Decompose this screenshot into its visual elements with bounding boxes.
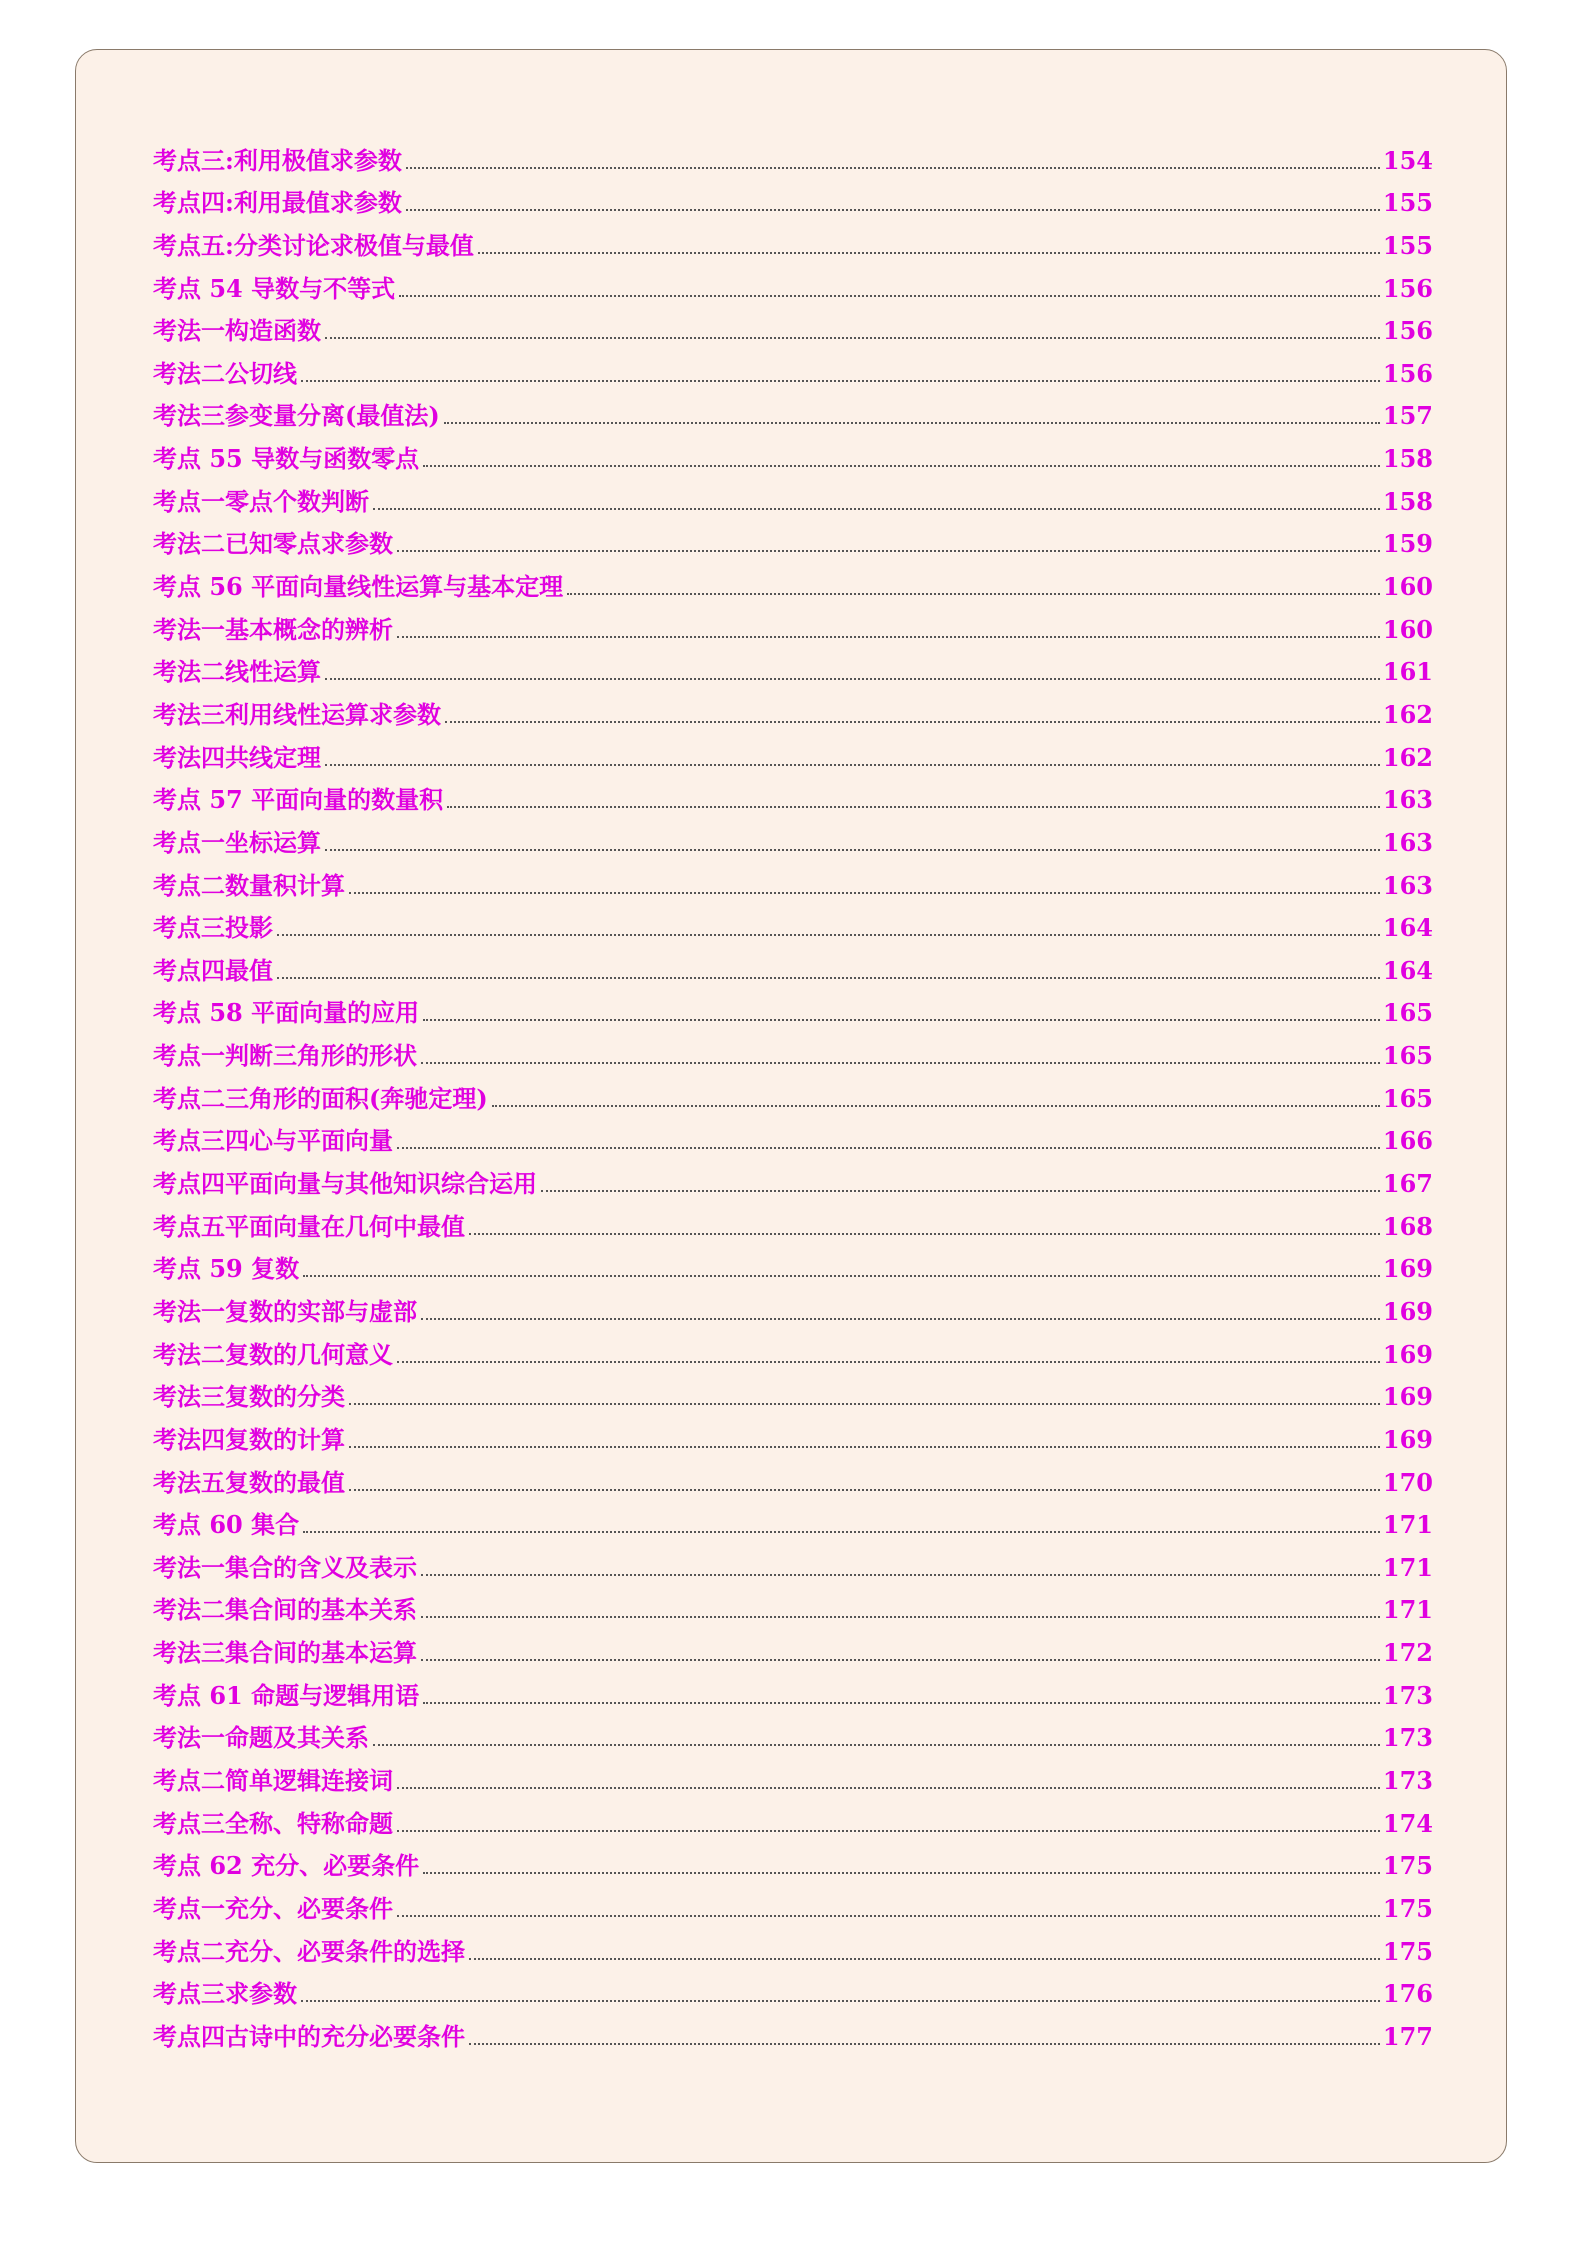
toc-entry[interactable] xyxy=(153,346,1433,389)
toc-dot-leader xyxy=(444,422,1380,424)
toc-entry[interactable] xyxy=(153,2009,1433,2052)
toc-entry-page-number: 164 xyxy=(1382,913,1433,943)
toc-dot-leader xyxy=(325,337,1380,339)
toc-entry[interactable] xyxy=(153,1284,1433,1327)
toc-entry-page-number: 155 xyxy=(1382,230,1433,260)
toc-entry-title: 考点四最值 xyxy=(153,955,273,985)
toc-entry-title: 考点二充分、必要条件的选择 xyxy=(153,1936,465,1966)
toc-dot-leader xyxy=(349,1446,1380,1448)
toc-dot-leader xyxy=(349,1403,1380,1405)
toc-dot-leader xyxy=(421,1659,1380,1661)
toc-entry-title: 考点 58 平面向量的应用 xyxy=(153,998,420,1028)
toc-entry[interactable] xyxy=(153,1370,1433,1413)
toc-entry-title: 考点四:利用最值求参数 xyxy=(153,188,402,218)
toc-entry-title: 考点二数量积计算 xyxy=(153,870,345,900)
toc-entry-page-number: 171 xyxy=(1382,1552,1433,1582)
toc-entry-page-number: 155 xyxy=(1382,188,1433,218)
toc-entry[interactable] xyxy=(153,1796,1433,1839)
toc-entry-page-number: 171 xyxy=(1382,1595,1433,1625)
toc-dot-leader xyxy=(399,295,1380,297)
toc-dot-leader xyxy=(303,1275,1380,1277)
toc-entry-title: 考点 57 平面向量的数量积 xyxy=(153,785,444,815)
toc-dot-leader xyxy=(397,1915,1380,1917)
toc-entry[interactable] xyxy=(153,1455,1433,1498)
toc-dot-leader xyxy=(421,1574,1380,1576)
toc-entry-page-number: 156 xyxy=(1382,358,1433,388)
toc-entry-title: 考点 60 集合 xyxy=(153,1510,300,1540)
toc-entry-page-number: 163 xyxy=(1382,870,1433,900)
toc-dot-leader xyxy=(423,465,1380,467)
toc-entry-title: 考法二复数的几何意义 xyxy=(153,1339,393,1369)
toc-entry[interactable] xyxy=(153,687,1433,730)
toc-entry-title: 考法二线性运算 xyxy=(153,657,321,687)
toc-entry[interactable] xyxy=(153,1156,1433,1199)
toc-entry[interactable] xyxy=(153,1668,1433,1711)
toc-entry-page-number: 172 xyxy=(1382,1638,1433,1668)
toc-dot-leader xyxy=(397,1830,1380,1832)
toc-entry[interactable] xyxy=(153,517,1433,560)
toc-dot-leader xyxy=(303,1531,1380,1533)
toc-entry-page-number: 161 xyxy=(1382,657,1433,687)
toc-entry-page-number: 176 xyxy=(1382,1979,1433,2009)
toc-dot-leader xyxy=(397,1361,1380,1363)
toc-dot-leader xyxy=(397,1147,1380,1149)
toc-entry-page-number: 167 xyxy=(1382,1169,1433,1199)
toc-entry[interactable] xyxy=(153,1625,1433,1668)
toc-entry[interactable] xyxy=(153,474,1433,517)
toc-entry[interactable] xyxy=(153,815,1433,858)
toc-entry-page-number: 165 xyxy=(1382,1041,1433,1071)
toc-dot-leader xyxy=(325,678,1380,680)
toc-entry-page-number: 165 xyxy=(1382,998,1433,1028)
toc-dot-leader xyxy=(277,934,1380,936)
toc-entry-title: 考点 61 命题与逻辑用语 xyxy=(153,1680,420,1710)
toc-entry[interactable] xyxy=(153,730,1433,773)
toc-entry-title: 考点三:利用极值求参数 xyxy=(153,145,402,175)
toc-entry[interactable] xyxy=(153,1028,1433,1071)
toc-entry-title: 考点五:分类讨论求极值与最值 xyxy=(153,230,474,260)
toc-entry-title: 考点三全称、特称命题 xyxy=(153,1808,393,1838)
toc-dot-leader xyxy=(349,1489,1380,1491)
toc-entry-title: 考法一命题及其关系 xyxy=(153,1723,369,1753)
toc-dot-leader xyxy=(567,593,1380,595)
toc-entry-page-number: 169 xyxy=(1382,1339,1433,1369)
toc-entry-title: 考点三求参数 xyxy=(153,1979,297,2009)
toc-entry-page-number: 177 xyxy=(1382,2021,1433,2051)
toc-entry-title: 考点 59 复数 xyxy=(153,1254,300,1284)
toc-entry-page-number: 173 xyxy=(1382,1723,1433,1753)
toc-entry-title: 考点一零点个数判断 xyxy=(153,486,369,516)
toc-entry-title: 考点三四心与平面向量 xyxy=(153,1126,393,1156)
toc-entry[interactable] xyxy=(153,986,1433,1029)
toc-dot-leader xyxy=(325,764,1380,766)
toc-dot-leader xyxy=(325,849,1380,851)
table-of-contents xyxy=(153,133,1433,2052)
toc-entry[interactable] xyxy=(153,1583,1433,1626)
toc-dot-leader xyxy=(421,1318,1380,1320)
toc-entry[interactable] xyxy=(153,773,1433,816)
toc-dot-leader xyxy=(445,721,1380,723)
toc-entry[interactable] xyxy=(153,1967,1433,2010)
toc-entry-page-number: 170 xyxy=(1382,1467,1433,1497)
toc-entry[interactable] xyxy=(153,1327,1433,1370)
toc-entry-page-number: 154 xyxy=(1382,145,1433,175)
toc-entry-page-number: 175 xyxy=(1382,1936,1433,1966)
toc-entry-title: 考法四复数的计算 xyxy=(153,1424,345,1454)
toc-entry-title: 考点三投影 xyxy=(153,913,273,943)
toc-entry[interactable] xyxy=(153,645,1433,688)
toc-entry-page-number: 156 xyxy=(1382,273,1433,303)
toc-entry-page-number: 164 xyxy=(1382,955,1433,985)
toc-entry-title: 考法三利用线性运算求参数 xyxy=(153,699,441,729)
toc-entry[interactable] xyxy=(153,1114,1433,1157)
toc-entry[interactable] xyxy=(153,602,1433,645)
toc-entry[interactable] xyxy=(153,389,1433,432)
toc-entry[interactable] xyxy=(153,1199,1433,1242)
toc-entry[interactable] xyxy=(153,176,1433,219)
toc-entry[interactable] xyxy=(153,1242,1433,1285)
toc-entry[interactable] xyxy=(153,1412,1433,1455)
toc-entry[interactable] xyxy=(153,901,1433,944)
toc-entry-title: 考法二已知零点求参数 xyxy=(153,529,393,559)
toc-dot-leader xyxy=(447,806,1380,808)
toc-entry-page-number: 169 xyxy=(1382,1254,1433,1284)
toc-dot-leader xyxy=(423,1702,1380,1704)
toc-dot-leader xyxy=(541,1190,1380,1192)
toc-dot-leader xyxy=(469,2043,1380,2045)
toc-entry[interactable] xyxy=(153,1753,1433,1796)
toc-entry-page-number: 173 xyxy=(1382,1765,1433,1795)
toc-entry-page-number: 158 xyxy=(1382,486,1433,516)
toc-dot-leader xyxy=(349,892,1380,894)
toc-entry-title: 考点二三角形的面积(奔驰定理) xyxy=(153,1083,488,1113)
toc-dot-leader xyxy=(421,1616,1380,1618)
toc-entry-page-number: 157 xyxy=(1382,401,1433,431)
toc-entry-title: 考点四古诗中的充分必要条件 xyxy=(153,2021,465,2051)
toc-entry[interactable] xyxy=(153,858,1433,901)
toc-entry[interactable] xyxy=(153,1924,1433,1967)
toc-dot-leader xyxy=(301,2000,1380,2002)
toc-entry-page-number: 156 xyxy=(1382,316,1433,346)
toc-entry-page-number: 169 xyxy=(1382,1296,1433,1326)
toc-entry[interactable] xyxy=(153,1071,1433,1114)
toc-dot-leader xyxy=(277,977,1380,979)
toc-entry-page-number: 158 xyxy=(1382,444,1433,474)
toc-dot-leader xyxy=(406,209,1380,211)
toc-entry[interactable] xyxy=(153,304,1433,347)
toc-entry-title: 考法一集合的含义及表示 xyxy=(153,1552,417,1582)
toc-entry-title: 考点 54 导数与不等式 xyxy=(153,273,396,303)
toc-dot-leader xyxy=(373,508,1380,510)
toc-entry[interactable] xyxy=(153,559,1433,602)
toc-entry-page-number: 171 xyxy=(1382,1510,1433,1540)
toc-entry-page-number: 169 xyxy=(1382,1424,1433,1454)
toc-entry-page-number: 175 xyxy=(1382,1851,1433,1881)
toc-entry-title: 考点一充分、必要条件 xyxy=(153,1893,393,1923)
toc-dot-leader xyxy=(301,380,1380,382)
toc-entry-title: 考法二集合间的基本关系 xyxy=(153,1595,417,1625)
toc-entry[interactable] xyxy=(153,1881,1433,1924)
toc-dot-leader xyxy=(492,1105,1380,1107)
toc-dot-leader xyxy=(469,1233,1380,1235)
toc-dot-leader xyxy=(406,167,1380,169)
toc-entry-page-number: 165 xyxy=(1382,1083,1433,1113)
toc-dot-leader xyxy=(373,1744,1380,1746)
toc-dot-leader xyxy=(421,1062,1380,1064)
toc-dot-leader xyxy=(397,550,1380,552)
toc-entry-title: 考法四共线定理 xyxy=(153,742,321,772)
toc-dot-leader xyxy=(478,252,1380,254)
toc-entry-title: 考法二公切线 xyxy=(153,358,297,388)
toc-entry-title: 考法三集合间的基本运算 xyxy=(153,1638,417,1668)
toc-entry-page-number: 159 xyxy=(1382,529,1433,559)
toc-entry-title: 考点四平面向量与其他知识综合运用 xyxy=(153,1169,537,1199)
toc-entry[interactable] xyxy=(153,1498,1433,1541)
toc-entry-title: 考法一复数的实部与虚部 xyxy=(153,1296,417,1326)
toc-entry[interactable] xyxy=(153,431,1433,474)
toc-entry-page-number: 166 xyxy=(1382,1126,1433,1156)
toc-entry-title: 考点 56 平面向量线性运算与基本定理 xyxy=(153,572,564,602)
toc-entry-title: 考点一坐标运算 xyxy=(153,827,321,857)
toc-entry-title: 考点一判断三角形的形状 xyxy=(153,1041,417,1071)
toc-entry-page-number: 162 xyxy=(1382,699,1433,729)
toc-entry-title: 考点五平面向量在几何中最值 xyxy=(153,1211,465,1241)
toc-entry[interactable] xyxy=(153,218,1433,261)
toc-entry-page-number: 168 xyxy=(1382,1211,1433,1241)
toc-dot-leader xyxy=(397,636,1380,638)
toc-entry[interactable] xyxy=(153,133,1433,176)
toc-dot-leader xyxy=(397,1787,1380,1789)
toc-entry-page-number: 175 xyxy=(1382,1893,1433,1923)
toc-entry-title: 考法三参变量分离(最值法) xyxy=(153,401,440,431)
toc-entry[interactable] xyxy=(153,1711,1433,1754)
toc-entry-page-number: 162 xyxy=(1382,742,1433,772)
toc-entry-title: 考点 62 充分、必要条件 xyxy=(153,1851,420,1881)
toc-entry-title: 考法一构造函数 xyxy=(153,316,321,346)
toc-entry[interactable] xyxy=(153,1540,1433,1583)
toc-entry-page-number: 163 xyxy=(1382,827,1433,857)
toc-entry[interactable] xyxy=(153,1839,1433,1882)
toc-entry[interactable] xyxy=(153,943,1433,986)
toc-entry-page-number: 163 xyxy=(1382,785,1433,815)
toc-entry-page-number: 160 xyxy=(1382,572,1433,602)
toc-entry-title: 考法三复数的分类 xyxy=(153,1382,345,1412)
toc-entry-page-number: 173 xyxy=(1382,1680,1433,1710)
toc-entry[interactable] xyxy=(153,261,1433,304)
toc-entry-page-number: 160 xyxy=(1382,614,1433,644)
toc-dot-leader xyxy=(423,1872,1380,1874)
toc-entry-page-number: 169 xyxy=(1382,1382,1433,1412)
toc-entry-title: 考点二简单逻辑连接词 xyxy=(153,1765,393,1795)
toc-entry-page-number: 174 xyxy=(1382,1808,1433,1838)
toc-entry-title: 考法五复数的最值 xyxy=(153,1467,345,1497)
toc-dot-leader xyxy=(469,1958,1380,1960)
toc-entry-title: 考点 55 导数与函数零点 xyxy=(153,444,420,474)
toc-entry-title: 考法一基本概念的辨析 xyxy=(153,614,393,644)
toc-dot-leader xyxy=(423,1019,1380,1021)
